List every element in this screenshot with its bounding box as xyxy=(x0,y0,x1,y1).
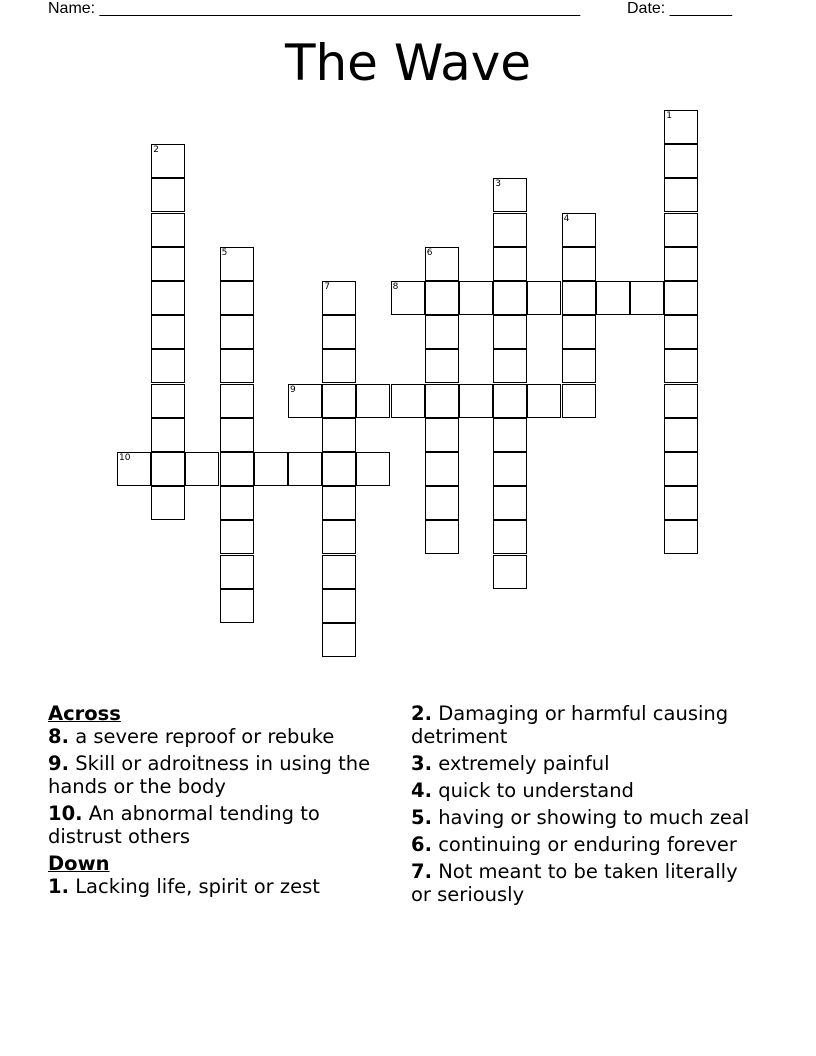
grid-cell[interactable] xyxy=(322,418,356,452)
grid-cell[interactable] xyxy=(117,452,151,486)
clues-column-right xyxy=(411,702,751,910)
cell-number: 4 xyxy=(563,213,570,224)
grid-cell[interactable] xyxy=(562,213,596,247)
grid-cell[interactable] xyxy=(425,247,459,281)
grid-cell[interactable] xyxy=(527,281,561,315)
grid-cell[interactable] xyxy=(664,281,698,315)
grid-cell[interactable] xyxy=(664,384,698,418)
grid-cell[interactable] xyxy=(322,349,356,383)
grid-cell[interactable] xyxy=(493,178,527,212)
date-field-line: Date: _______ xyxy=(627,0,732,17)
clue-number: 2. xyxy=(411,702,432,725)
grid-cell[interactable] xyxy=(425,452,459,486)
grid-cell[interactable] xyxy=(493,520,527,554)
grid-cell[interactable] xyxy=(459,281,493,315)
grid-cell[interactable] xyxy=(493,247,527,281)
grid-cell[interactable] xyxy=(288,384,322,418)
cell-number: 1 xyxy=(666,111,672,121)
clue-number: 9. xyxy=(48,752,69,775)
grid-cell[interactable] xyxy=(391,281,425,315)
grid-cell[interactable] xyxy=(527,384,561,418)
grid-cell[interactable] xyxy=(493,555,527,589)
grid-cell[interactable] xyxy=(322,315,356,349)
grid-cell[interactable] xyxy=(493,486,527,520)
grid-cell[interactable] xyxy=(151,315,185,349)
grid-cell[interactable] xyxy=(356,384,390,418)
grid-cell[interactable] xyxy=(151,281,185,315)
grid-cell[interactable] xyxy=(220,349,254,383)
clue-text: Damaging or harmful causing detriment xyxy=(411,702,729,748)
grid-cell[interactable] xyxy=(356,452,390,486)
grid-cell[interactable] xyxy=(254,452,288,486)
clue-text: continuing or enduring forever xyxy=(438,833,737,856)
clue-text: a severe reproof or rebuke xyxy=(75,725,335,748)
clue-number: 3. xyxy=(411,752,432,775)
grid-cell[interactable] xyxy=(185,452,219,486)
clue-text: quick to understand xyxy=(438,779,634,802)
grid-cell[interactable] xyxy=(151,384,185,418)
grid-cell[interactable] xyxy=(425,520,459,554)
grid-cell[interactable] xyxy=(425,486,459,520)
grid-cell[interactable] xyxy=(664,110,698,144)
cell-number: 9 xyxy=(290,384,296,395)
puzzle-title: The Wave xyxy=(284,34,532,92)
grid-cell[interactable] xyxy=(220,486,254,520)
clue-number: 5. xyxy=(411,806,432,829)
cell-number: 8 xyxy=(392,282,399,292)
grid-cell[interactable] xyxy=(322,452,356,486)
cell-number: 7 xyxy=(324,282,330,292)
grid-cell[interactable] xyxy=(322,384,356,418)
grid-cell[interactable] xyxy=(220,589,254,623)
clue-text: having or showing to much zeal xyxy=(438,806,750,829)
cell-number: 2 xyxy=(153,145,159,156)
grid-cell[interactable] xyxy=(664,486,698,520)
grid-cell[interactable] xyxy=(664,452,698,486)
grid-cell[interactable] xyxy=(322,281,356,315)
grid-cell[interactable] xyxy=(493,384,527,418)
grid-cell[interactable] xyxy=(562,384,596,418)
grid-cell[interactable] xyxy=(493,315,527,349)
clue-down-3 xyxy=(411,752,751,775)
grid-cell[interactable] xyxy=(220,418,254,452)
grid-cell[interactable] xyxy=(151,349,185,383)
grid-cell[interactable] xyxy=(425,418,459,452)
grid-cell[interactable] xyxy=(220,384,254,418)
grid-cell[interactable] xyxy=(425,349,459,383)
grid-cell[interactable] xyxy=(151,418,185,452)
name-field-line: Name: ______________________________________________________ xyxy=(48,0,581,17)
grid-cell[interactable] xyxy=(664,315,698,349)
clue-number: 8. xyxy=(48,725,69,748)
grid-cell[interactable] xyxy=(493,281,527,315)
grid-cell[interactable] xyxy=(493,349,527,383)
cell-number: 6 xyxy=(426,247,433,258)
grid-cell[interactable] xyxy=(664,247,698,281)
grid-cell[interactable] xyxy=(664,349,698,383)
grid-cell[interactable] xyxy=(664,418,698,452)
clue-text: Lacking life, spirit or zest xyxy=(75,875,320,898)
grid-cell[interactable] xyxy=(220,452,254,486)
grid-cell[interactable] xyxy=(562,349,596,383)
cell-number: 3 xyxy=(495,179,501,190)
grid-cell[interactable] xyxy=(322,520,356,554)
clue-text: extremely painful xyxy=(438,752,610,775)
grid-cell[interactable] xyxy=(493,213,527,247)
grid-cell[interactable] xyxy=(220,555,254,589)
grid-cell[interactable] xyxy=(391,384,425,418)
grid-cell[interactable] xyxy=(220,315,254,349)
clue-number: 4. xyxy=(411,779,432,802)
grid-cell[interactable] xyxy=(322,486,356,520)
clue-down-5 xyxy=(411,806,751,829)
grid-cell[interactable] xyxy=(596,281,630,315)
clue-down-6 xyxy=(411,833,751,856)
grid-cell[interactable] xyxy=(664,520,698,554)
grid-cell[interactable] xyxy=(630,281,664,315)
grid-cell[interactable] xyxy=(322,589,356,623)
grid-cell[interactable] xyxy=(151,213,185,247)
across-heading: Across xyxy=(48,702,121,725)
clue-number: 7. xyxy=(411,860,432,883)
clue-down-7 xyxy=(411,860,751,906)
cell-number: 5 xyxy=(221,247,228,258)
grid-cell[interactable] xyxy=(288,452,322,486)
clue-across-10 xyxy=(48,802,378,848)
grid-cell[interactable] xyxy=(425,315,459,349)
grid-cell[interactable] xyxy=(151,486,185,520)
cell-number: 10 xyxy=(119,453,131,463)
clue-across-8 xyxy=(48,725,378,748)
grid-cell[interactable] xyxy=(220,281,254,315)
clue-text: An abnormal tending to distrust others xyxy=(48,802,320,848)
clue-down-2 xyxy=(411,702,751,748)
clue-down-1 xyxy=(48,875,378,898)
grid-cell[interactable] xyxy=(562,281,596,315)
grid-cell[interactable] xyxy=(220,247,254,281)
grid-cell[interactable] xyxy=(493,452,527,486)
grid-cell[interactable] xyxy=(322,555,356,589)
grid-cell[interactable] xyxy=(664,144,698,178)
down-heading: Down xyxy=(48,852,110,875)
grid-cell[interactable] xyxy=(562,315,596,349)
clue-across-9 xyxy=(48,752,378,798)
grid-cell[interactable] xyxy=(220,520,254,554)
clue-text: Skill or adroitness in using the hands or the body xyxy=(48,752,371,798)
grid-cell[interactable] xyxy=(664,213,698,247)
grid-cell[interactable] xyxy=(425,384,459,418)
grid-cell[interactable] xyxy=(493,418,527,452)
grid-cell[interactable] xyxy=(151,452,185,486)
clue-number: 10. xyxy=(48,802,83,825)
grid-cell[interactable] xyxy=(151,144,185,178)
grid-cell[interactable] xyxy=(322,623,356,657)
clue-down-4 xyxy=(411,779,751,802)
grid-cell[interactable] xyxy=(151,247,185,281)
grid-cell[interactable] xyxy=(562,247,596,281)
clues-column-left xyxy=(48,702,378,902)
clue-number: 6. xyxy=(411,833,432,856)
grid-cell[interactable] xyxy=(425,281,459,315)
clue-text: Not meant to be taken literally or seriously xyxy=(411,860,738,906)
grid-cell[interactable] xyxy=(459,384,493,418)
grid-cell[interactable] xyxy=(664,178,698,212)
grid-cell[interactable] xyxy=(151,178,185,212)
clue-number: 1. xyxy=(48,875,69,898)
